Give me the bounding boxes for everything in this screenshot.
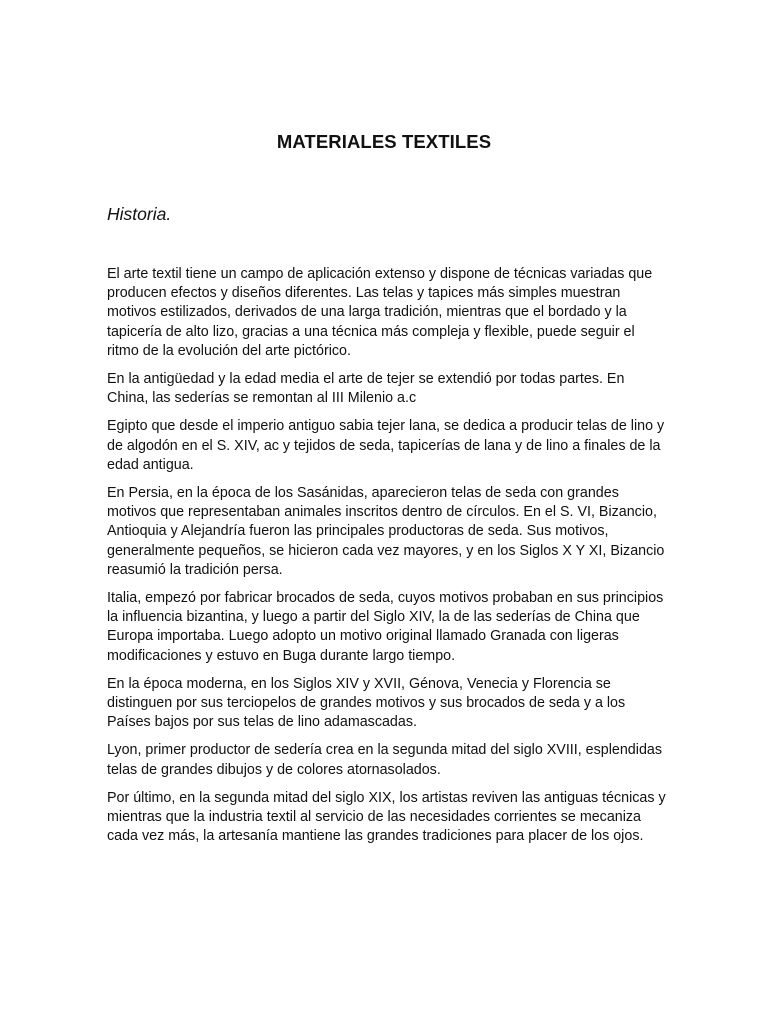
- paragraph: En la antigüedad y la edad media el arte de tejer se extendió por todas partes. En China, las sederías se remontan al III Milenio a.c: [107, 371, 625, 407]
- paragraph: Lyon, primer productor de sedería crea en la segunda mitad del siglo XVIII, esplendidas telas de grandes dibujos y de colores atornasolados.: [107, 742, 662, 778]
- paragraph: Egipto que desde el imperio antiguo sabia tejer lana, se dedica a producir telas de lino y de algodón en el S. XIV, ac y tejidos de seda, tapicerías de lana y de lino a finales de la edad antigua.: [107, 418, 665, 473]
- paragraph: Italia, empezó por fabricar brocados de seda, cuyos motivos probaban en sus principios la influencia bizantina, y luego a partir del Siglo XIV, la de las sederías de China que Europa importaba. Luego adopto un motivo original llamado Granada con ligeras modificaciones y estuvo en Buga durante largo tiempo.: [107, 590, 664, 664]
- paragraph: En la época moderna, en los Siglos XIV y XVII, Génova, Venecia y Florencia se distinguen por sus terciopelos de grandes motivos y sus brocados de seda y a los Países bajos por sus telas de lino adamascadas.: [107, 675, 626, 731]
- document-body: [107, 265, 667, 855]
- paragraph: En Persia, en la época de los Sasánidas, aparecieron telas de seda con grandes motivos que representaban animales inscritos dentro de círculos. En el S. VI, Bizancio, Antioquia y Alejandría fueron las principales productoras de seda. Sus motivos, generalmente pequeños, se hicieron cada vez mayores, y en los Siglos X Y XI, Bizancio reasumió la tradición persa.: [107, 485, 665, 578]
- paragraph: El arte textil tiene un campo de aplicación extenso y dispone de técnicas variadas que producen efectos y diseños diferentes. Las telas y tapices más simples muestran motivos estilizados, derivados de una larga tradición, mientras que el bordado y la tapicería de alto lizo, gracias a una técnica más compleja y flexible, puede seguir el ritmo de la evolución del arte pictórico.: [107, 266, 653, 359]
- paragraph: Por último, en la segunda mitad del siglo XIX, los artistas reviven las antiguas técnicas y mientras que la industria textil al servicio de las necesidades corrientes se mecaniza cada vez más, la artesanía mantiene las grandes tradiciones para placer de los ojos.: [107, 789, 666, 845]
- document-title: MATERIALES TEXTILES: [276, 131, 492, 152]
- section-heading: Historia.: [107, 204, 172, 224]
